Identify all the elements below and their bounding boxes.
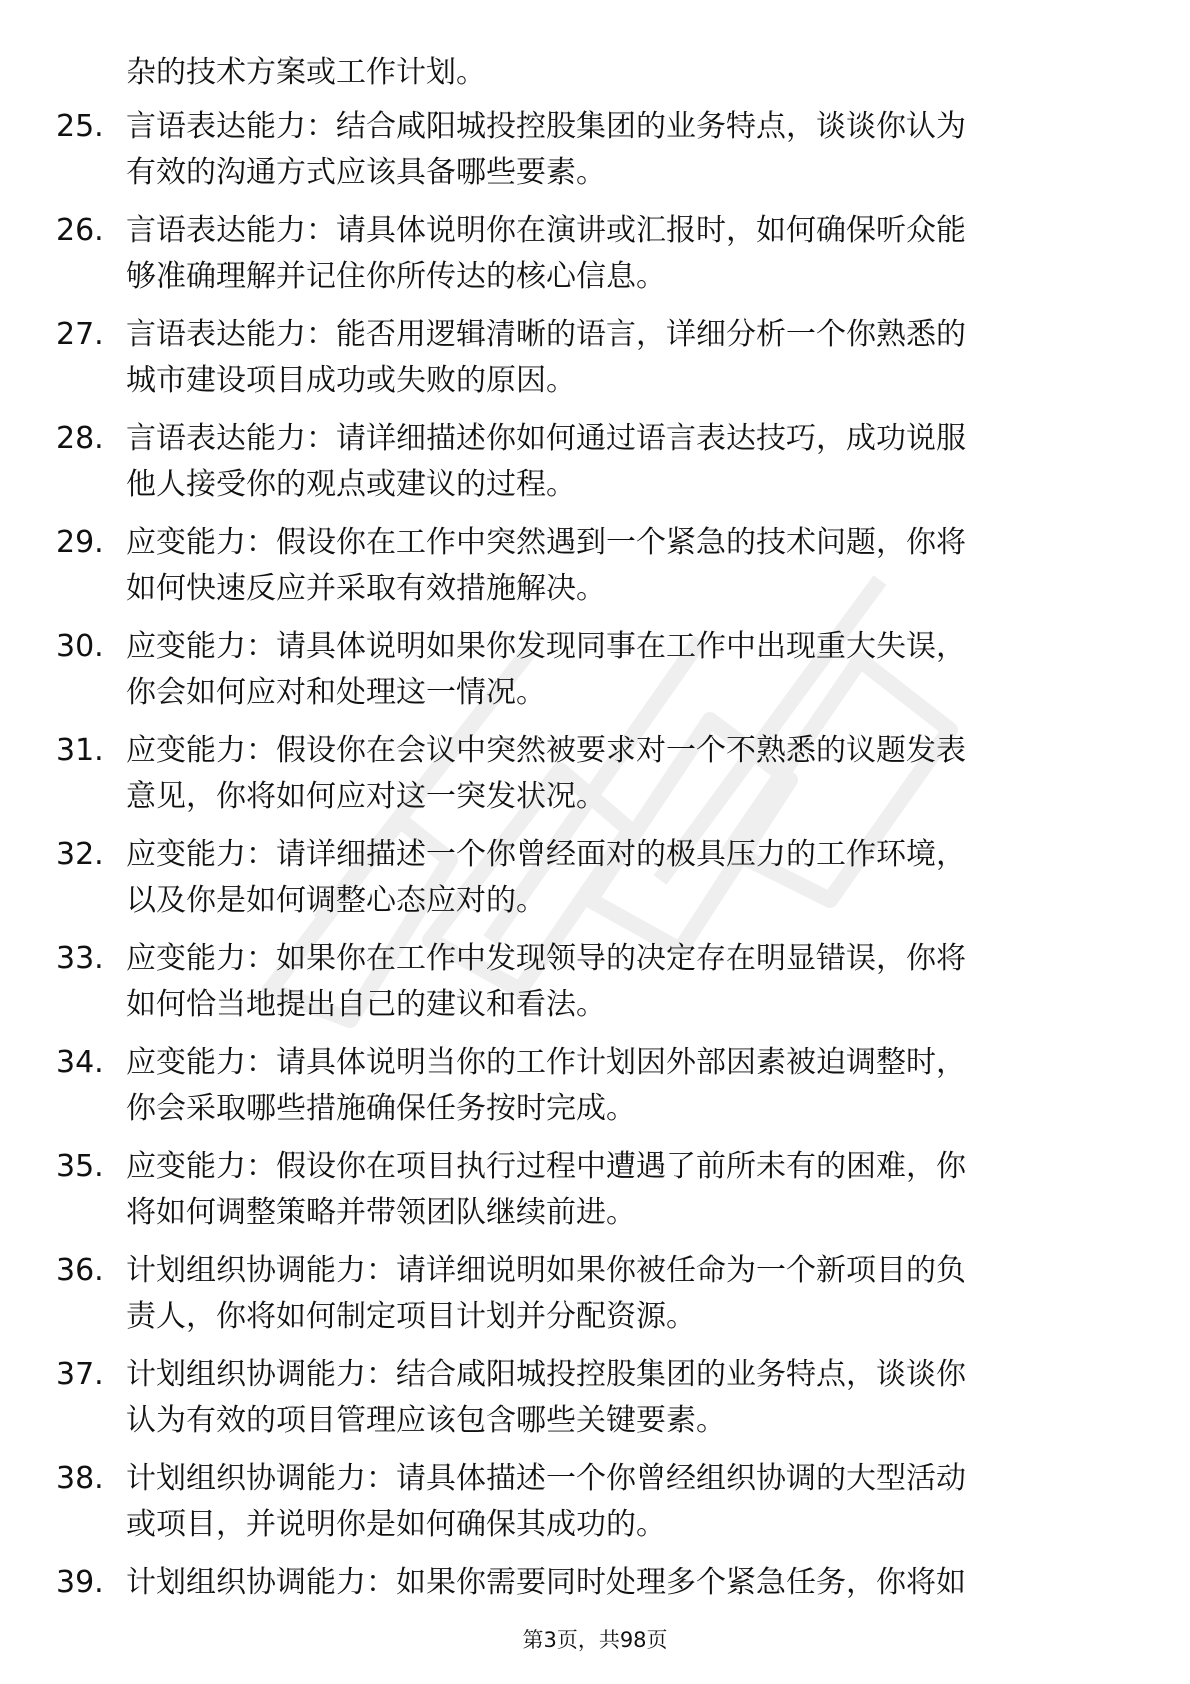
question-text xyxy=(126,104,1126,196)
question-number: 28. xyxy=(56,421,104,456)
question-line: 计划组织协调能力：请详细说明如果你被任命为一个新项目的负 xyxy=(126,1253,966,1288)
question-number: 37. xyxy=(56,1357,104,1392)
list-item xyxy=(0,1456,1190,1560)
question-text xyxy=(126,1040,1126,1132)
question-number: 29. xyxy=(56,525,104,560)
question-text xyxy=(126,728,1126,820)
list-item xyxy=(0,104,1190,208)
question-line: 应变能力：请具体说明当你的工作计划因外部因素被迫调整时， xyxy=(126,1045,966,1080)
question-line: 计划组织协调能力：结合咸阳城投控股集团的业务特点，谈谈你 xyxy=(126,1357,966,1392)
question-line: 如何恰当地提出自己的建议和看法。 xyxy=(126,987,606,1022)
question-line: 城市建设项目成功或失败的原因。 xyxy=(126,363,576,398)
question-text xyxy=(126,1248,1126,1340)
list-item xyxy=(0,1352,1190,1456)
question-text xyxy=(126,936,1126,1028)
question-line: 他人接受你的观点或建议的过程。 xyxy=(126,467,576,502)
question-line: 言语表达能力：结合咸阳城投控股集团的业务特点，谈谈你认为 xyxy=(126,109,966,144)
continuation-line: 杂的技术方案或工作计划。 xyxy=(126,55,486,90)
question-number: 39. xyxy=(56,1565,104,1600)
list-item xyxy=(0,312,1190,416)
question-number: 31. xyxy=(56,733,104,768)
question-text xyxy=(126,1144,1126,1236)
question-number: 38. xyxy=(56,1461,104,1496)
question-line: 应变能力：请详细描述一个你曾经面对的极具压力的工作环境， xyxy=(126,837,966,872)
list-item xyxy=(0,1144,1190,1248)
list-item xyxy=(0,624,1190,728)
list-item xyxy=(0,936,1190,1040)
list-item xyxy=(0,1040,1190,1144)
question-text xyxy=(126,312,1126,404)
question-line: 意见，你将如何应对这一突发状况。 xyxy=(126,779,606,814)
question-line: 计划组织协调能力：请具体描述一个你曾经组织协调的大型活动 xyxy=(126,1461,966,1496)
question-text xyxy=(126,520,1126,612)
question-number: 34. xyxy=(56,1045,104,1080)
question-text xyxy=(126,832,1126,924)
question-number: 32. xyxy=(56,837,104,872)
question-number: 27. xyxy=(56,317,104,352)
question-text xyxy=(126,208,1126,300)
question-number: 30. xyxy=(56,629,104,664)
question-line: 应变能力：假设你在工作中突然遇到一个紧急的技术问题，你将 xyxy=(126,525,966,560)
question-line: 言语表达能力：请具体说明你在演讲或汇报时，如何确保听众能 xyxy=(126,213,966,248)
question-line: 计划组织协调能力：如果你需要同时处理多个紧急任务，你将如 xyxy=(126,1565,966,1600)
list-item xyxy=(0,728,1190,832)
question-line: 言语表达能力：请详细描述你如何通过语言表达技巧，成功说服 xyxy=(126,421,966,456)
question-text xyxy=(126,1560,1126,1606)
question-number: 26. xyxy=(56,213,104,248)
question-line: 你会采取哪些措施确保任务按时完成。 xyxy=(126,1091,636,1126)
question-line: 应变能力：请具体说明如果你发现同事在工作中出现重大失误， xyxy=(126,629,966,664)
question-line: 应变能力：假设你在项目执行过程中遭遇了前所未有的困难，你 xyxy=(126,1149,966,1184)
question-line: 责人，你将如何制定项目计划并分配资源。 xyxy=(126,1299,696,1334)
question-line: 应变能力：假设你在会议中突然被要求对一个不熟悉的议题发表 xyxy=(126,733,966,768)
list-item xyxy=(0,208,1190,312)
list-item xyxy=(0,416,1190,520)
question-number: 35. xyxy=(56,1149,104,1184)
list-item xyxy=(0,520,1190,624)
question-text xyxy=(126,1456,1126,1548)
question-line: 够准确理解并记住你所传达的核心信息。 xyxy=(126,259,666,294)
question-text xyxy=(126,1352,1126,1444)
question-list xyxy=(0,104,1190,1664)
question-line: 应变能力：如果你在工作中发现领导的决定存在明显错误，你将 xyxy=(126,941,966,976)
question-line: 认为有效的项目管理应该包含哪些关键要素。 xyxy=(126,1403,726,1438)
list-item xyxy=(0,1248,1190,1352)
question-line: 言语表达能力：能否用逻辑清晰的语言，详细分析一个你熟悉的 xyxy=(126,317,966,352)
question-line: 如何快速反应并采取有效措施解决。 xyxy=(126,571,606,606)
question-number: 33. xyxy=(56,941,104,976)
question-line: 你会如何应对和处理这一情况。 xyxy=(126,675,546,710)
question-number: 25. xyxy=(56,109,104,144)
question-number: 36. xyxy=(56,1253,104,1288)
list-item xyxy=(0,832,1190,936)
question-text xyxy=(126,416,1126,508)
page-footer: 第3页，共98页 xyxy=(522,1628,668,1652)
question-line: 有效的沟通方式应该具备哪些要素。 xyxy=(126,155,606,190)
question-line: 将如何调整策略并带领团队继续前进。 xyxy=(126,1195,636,1230)
question-text xyxy=(126,624,1126,716)
question-line: 以及你是如何调整心态应对的。 xyxy=(126,883,546,918)
question-line: 或项目，并说明你是如何确保其成功的。 xyxy=(126,1507,666,1542)
